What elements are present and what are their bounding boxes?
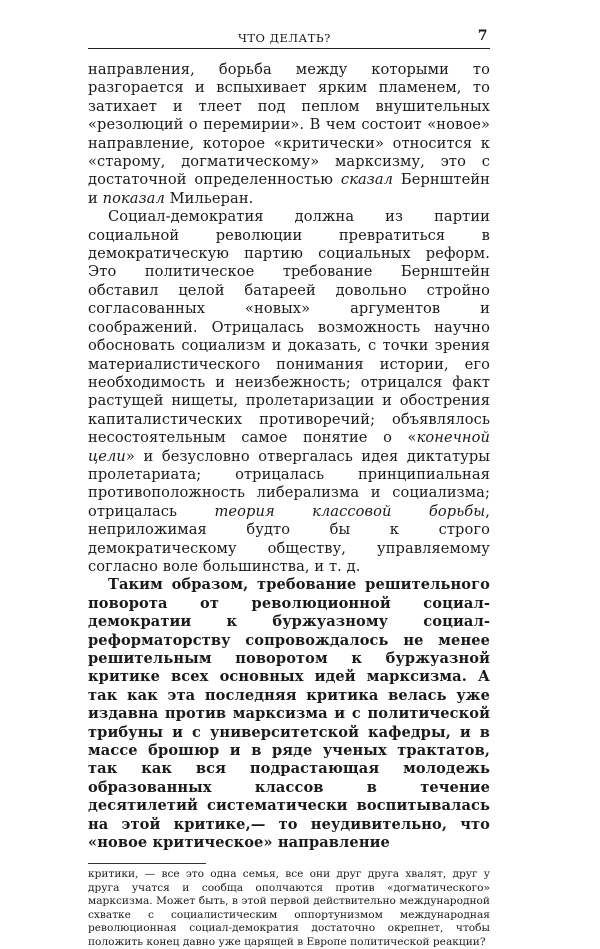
paragraph-1-italic-a: сказал: [340, 171, 394, 189]
paragraph-2-text-b: » и безусловно отвергалась идея диктатуры пролетариата; отрицалась принципиальная противоположность либерализма и социализма; отрицалась: [88, 447, 490, 520]
paragraph-2-italic-a: конечной цели: [88, 429, 490, 465]
paragraph-1-text-b: Бернштейн и: [88, 171, 490, 207]
paragraph-3: Таким образом, требование решительного поворота от революционной социал-демократии к буржуазному социал-реформаторству сопровождалось не менее решительным поворотом к буржуазной критике всех основных идей марксизма. А так как эта последняя критика велась уже издавна против марксизма и с политической трибуны и с университетской кафедры, и в массе брошюр и в ряде ученых трактатов, так как вся подрастающая молодежь образованных классов в течение десятилетий систематически воспитывалась на этой критике,— то неудивительно, что «новое критическое» направление: [88, 576, 490, 852]
running-title: ЧТО ДЕЛАТЬ?: [238, 31, 331, 45]
page-number: 7: [477, 28, 488, 44]
footnote-divider: [88, 863, 206, 864]
paragraph-1-italic-b: показал: [102, 189, 165, 207]
paragraph-2-italic-b: теория классовой борьбы: [214, 502, 486, 520]
running-head: [88, 28, 490, 49]
footnote-text: критики, — все это одна семья, все они друг друга хвалят, друг у друга учатся и сообща ополчаются против «догматического» марксизма. Может быть, в этой первой действительно международной схватке с социалистическим оппортунизмом международная революционная социал-демократия достаточно окрепнет, чтобы положить конец давно уже царящей в Европе политической реакции?: [88, 868, 490, 948]
paragraph-2: [88, 208, 490, 576]
paragraph-1-text-c: Мильеран.: [164, 189, 254, 207]
footnote: [88, 868, 490, 949]
paragraph-2-text-a: Социал-демократия должна из партии социальной революции превратиться в демократическую партию социальных реформ. Это политическое требование Бернштейн обставил целой батареей довольно стройно согласованных «новых» аргументов и соображений. Отрицалась возможность научно обосновать социализм и доказать, с точки зрения материалистического понимания истории, его необходимость и неизбежность; отрицался факт растущей нищеты, пролетаризации и обострения капиталистических противоречий; объявлялось несостоятельным самое понятие о «: [88, 208, 490, 447]
main-text: [88, 61, 490, 852]
paragraph-1: [88, 61, 490, 208]
book-page: [88, 28, 490, 949]
paragraph-2-text-c: , неприложимая будто бы к строго демократическому обществу, управляемому согласно воле большинства, и т. д.: [88, 502, 490, 575]
paragraph-1-text-a: направления, борьба между которыми то разгорается и вспыхивает ярким пламенем, то затихает и тлеет под пеплом внушительных «резолюций о перемирии». В чем состоит «новое» направление, которое «критически» относится к «старому, догматическому» марксизму, это с достаточной определенностью: [88, 61, 490, 189]
